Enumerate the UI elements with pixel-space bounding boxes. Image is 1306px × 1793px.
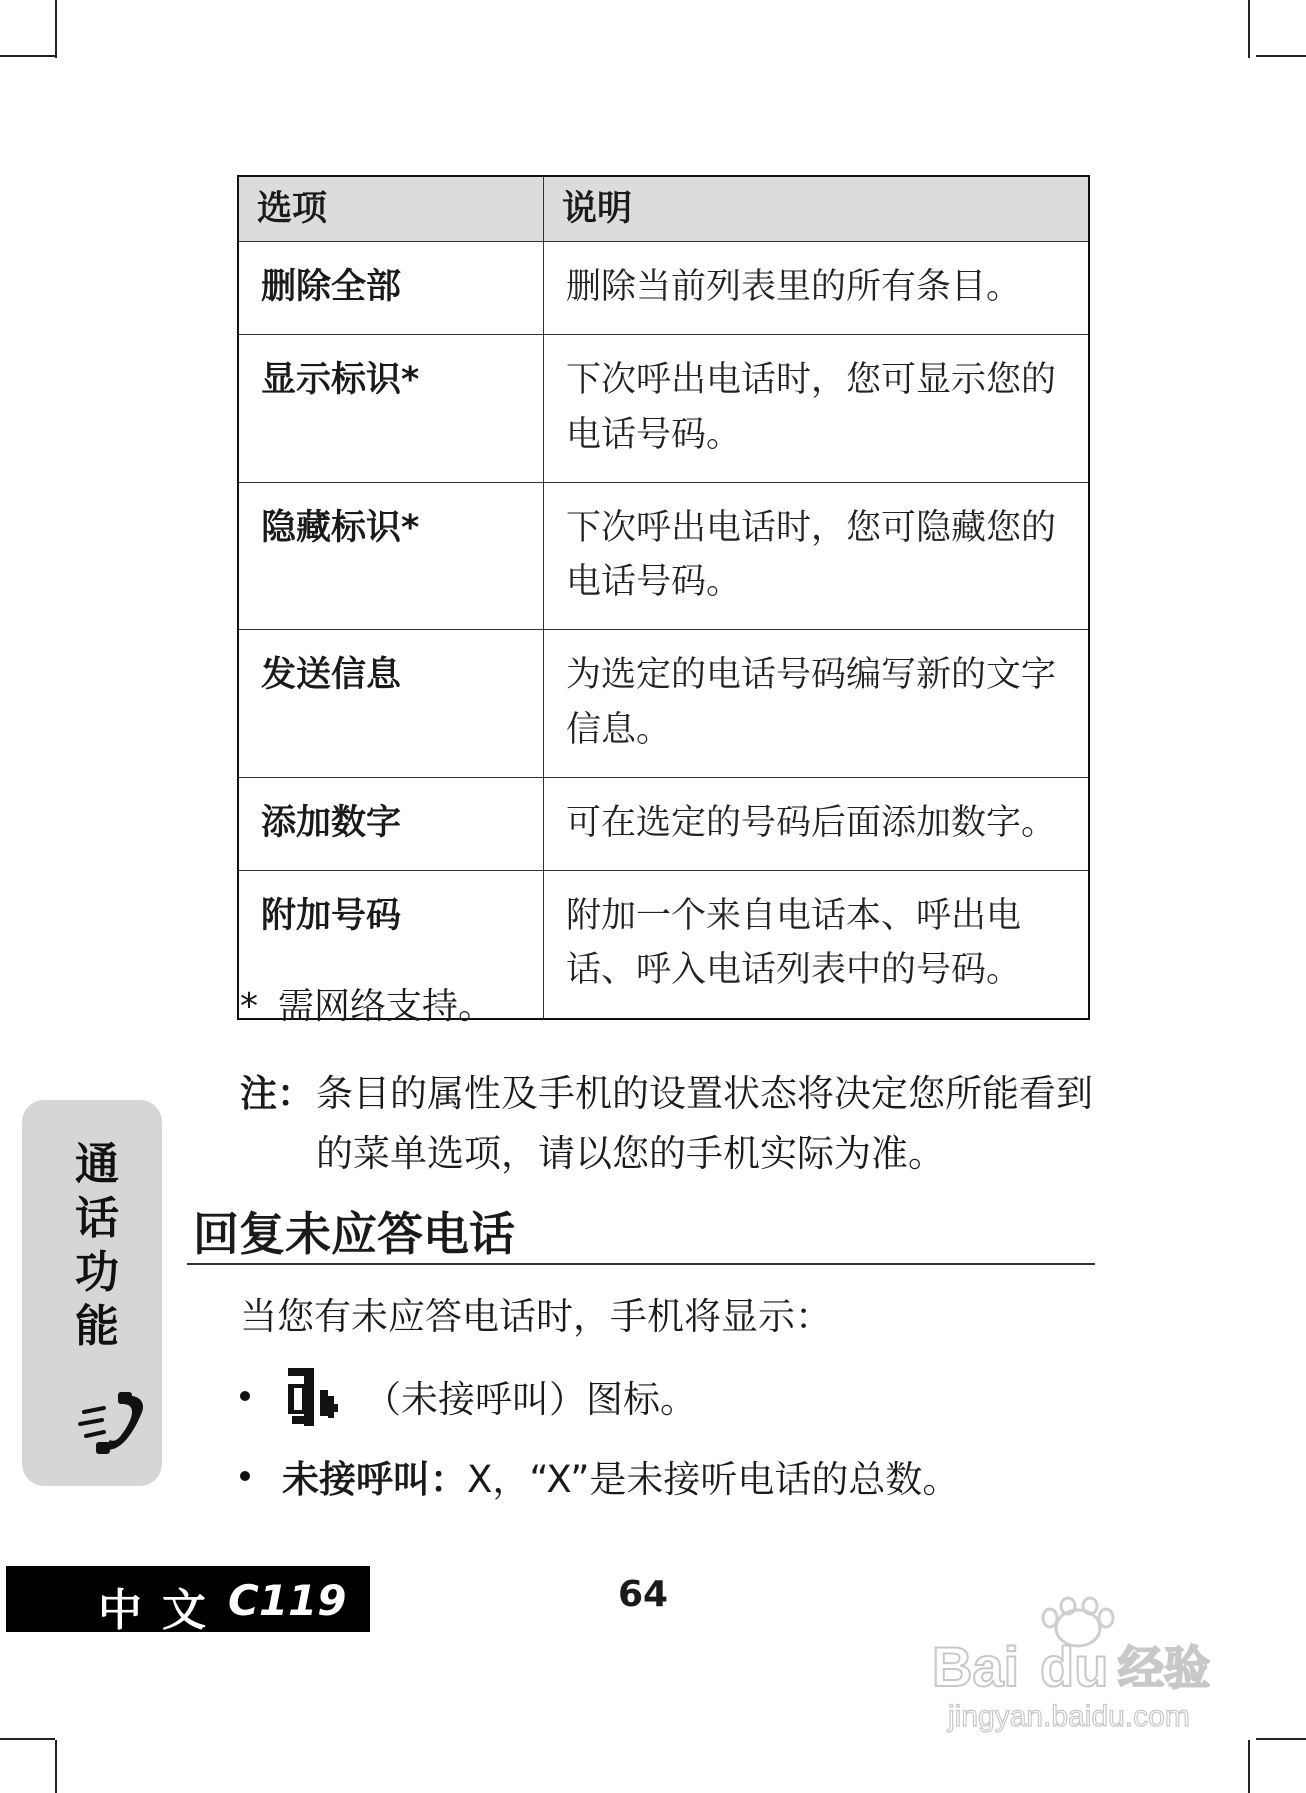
note bbox=[240, 1064, 1100, 1184]
crop-mark bbox=[55, 0, 57, 58]
list-item bbox=[240, 1449, 959, 1503]
chapter-label-char: 话 bbox=[75, 1193, 119, 1244]
crop-mark bbox=[1256, 1738, 1306, 1740]
footnote bbox=[240, 978, 494, 1029]
watermark-logo bbox=[928, 1596, 1228, 1746]
chapter-label-char: 通 bbox=[75, 1139, 119, 1190]
chapter-label bbox=[22, 1138, 172, 1354]
svg-text:Bai: Bai bbox=[932, 1635, 1020, 1698]
svg-text:经验: 经验 bbox=[1118, 1641, 1210, 1695]
svg-text:du: du bbox=[1040, 1635, 1109, 1698]
crop-mark bbox=[0, 1738, 55, 1740]
option-description: 删除当前列表里的所有条目。 bbox=[544, 242, 1090, 335]
crop-mark bbox=[0, 55, 55, 57]
note-lead: 注： bbox=[240, 1072, 314, 1115]
chapter-label-char: 能 bbox=[75, 1301, 119, 1352]
chapter-label-char: 功 bbox=[75, 1247, 119, 1298]
page-number: 64 bbox=[618, 1574, 669, 1615]
footer-model: C119 bbox=[228, 1576, 347, 1625]
crop-mark bbox=[1248, 1740, 1250, 1793]
option-name: 隐藏标识* bbox=[238, 482, 544, 630]
table-row bbox=[238, 242, 1089, 335]
bullet-label: 未接呼叫： bbox=[282, 1458, 467, 1501]
bullet-text: （未接呼叫）图标。 bbox=[364, 1378, 697, 1421]
table-row bbox=[238, 482, 1089, 630]
option-name: 添加数字 bbox=[238, 777, 544, 870]
crop-mark bbox=[1256, 55, 1306, 57]
section-title: 回复未应答电话 bbox=[193, 1207, 515, 1261]
chapter-side-tab bbox=[22, 1100, 162, 1486]
section-divider bbox=[187, 1263, 1095, 1265]
missed-call-icon bbox=[282, 1364, 346, 1428]
crop-mark bbox=[1248, 0, 1250, 58]
bullet-dot bbox=[240, 1391, 250, 1401]
option-name: 附加号码 bbox=[238, 871, 544, 1019]
option-description: 为选定的电话号码编写新的文字信息。 bbox=[544, 630, 1090, 778]
bullet-text: X，“X”是未接听电话的总数。 bbox=[467, 1458, 960, 1501]
option-description: 附加一个来自电话本、呼出电话、呼入电话列表中的号码。 bbox=[544, 871, 1090, 1019]
list-item bbox=[240, 1364, 697, 1428]
footer-brand-bar bbox=[6, 1566, 370, 1636]
footnote-text: 需网络支持。 bbox=[278, 986, 495, 1027]
phone-call-icon bbox=[78, 1390, 158, 1460]
footnote-marker: * bbox=[240, 986, 258, 1027]
column-header-option: 选项 bbox=[238, 176, 544, 242]
crop-mark bbox=[55, 1740, 57, 1793]
option-description: 下次呼出电话时，您可隐藏您的电话号码。 bbox=[544, 482, 1090, 630]
table-row bbox=[238, 335, 1089, 483]
note-text: 条目的属性及手机的设置状态将决定您所能看到的菜单选项，请以您的手机实际为准。 bbox=[316, 1072, 1093, 1175]
option-description: 可在选定的号码后面添加数字。 bbox=[544, 777, 1090, 870]
table-row bbox=[238, 777, 1089, 870]
table-header-row bbox=[238, 176, 1089, 242]
bullet-dot bbox=[240, 1471, 250, 1481]
options-table bbox=[237, 175, 1090, 1020]
section-intro: 当您有未应答电话时，手机将显示： bbox=[240, 1295, 832, 1338]
option-name: 删除全部 bbox=[238, 242, 544, 335]
table-row bbox=[238, 630, 1089, 778]
option-name: 发送信息 bbox=[238, 630, 544, 778]
watermark-url: jingyan.baidu.com bbox=[948, 1700, 1190, 1733]
option-description: 下次呼出电话时，您可显示您的电话号码。 bbox=[544, 335, 1090, 483]
option-name: 显示标识* bbox=[238, 335, 544, 483]
column-header-description: 说明 bbox=[544, 176, 1090, 242]
footer-language: 中文 bbox=[98, 1585, 226, 1636]
